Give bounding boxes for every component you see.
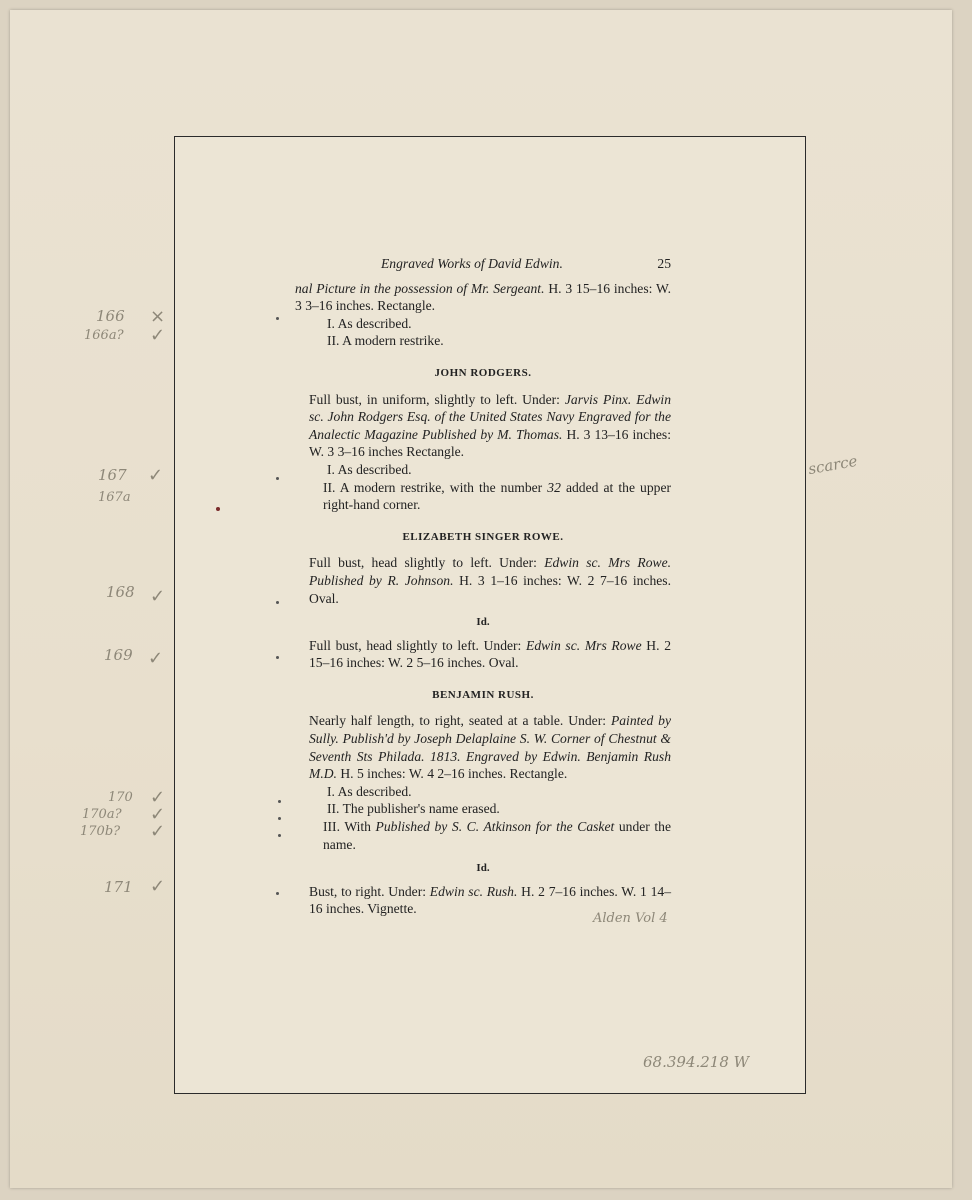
- entry-description: Full bust, head slightly to left. Under: Edwin sc. Mrs Rowe. Published by R. Johnson. H. 3 1–16 inches: W. 2 7–16 inches. Oval.: [309, 555, 671, 606]
- state-line: I. As described.: [327, 315, 412, 331]
- state-line: II. A modern restrike.: [327, 333, 444, 349]
- annotation-167: 167: [98, 466, 127, 484]
- print-frame: [174, 136, 806, 1094]
- state-line: I. As described.: [327, 783, 412, 799]
- running-header: [381, 255, 671, 273]
- red-ink-dot: [216, 507, 220, 511]
- pencil-dot: [278, 800, 281, 803]
- checkmark-icon: ✓: [150, 821, 166, 842]
- annotation-170: 170: [108, 790, 133, 805]
- pencil-dot: [276, 892, 279, 895]
- entry-heading: JOHN RODGERS.: [434, 366, 532, 379]
- handwritten-note-alden: Alden Vol 4: [593, 911, 668, 926]
- cross-icon: ×: [150, 306, 166, 327]
- id-heading: Id.: [476, 862, 490, 875]
- annotation-166a: 166a?: [84, 328, 124, 343]
- running-title: Engraved Works of David Edwin.: [381, 256, 563, 271]
- page-number: 25: [657, 256, 671, 271]
- pencil-dot: [276, 317, 279, 320]
- entry-description: Full bust, in uniform, slightly to left. Under: Jarvis Pinx. Edwin sc. John Rodgers Esq. of the United States Navy Engraved for the Analectic Magazine Published by M. Thomas. H. 3 13–16 inches: W. 3 3–16 inches Rectangle.: [309, 391, 672, 460]
- checkmark-icon: ✓: [150, 876, 166, 897]
- pencil-dot: [276, 601, 279, 604]
- mount-board: [10, 10, 952, 1188]
- annotation-167a: 167a: [98, 490, 131, 505]
- checkmark-icon: ✓: [150, 804, 166, 825]
- handwritten-accession-number: 68.394.218 W: [643, 1053, 750, 1071]
- checkmark-icon: ✓: [148, 465, 164, 486]
- pencil-dot: [276, 477, 279, 480]
- pencil-dot: [276, 656, 279, 659]
- annotation-171: 171: [104, 878, 133, 896]
- entry-description: Full bust, head slightly to left. Under: Edwin sc. Mrs Rowe H. 2 15–16 inches: W. 2 5–16 inches. Oval.: [309, 637, 671, 671]
- checkmark-icon: ✓: [150, 586, 166, 607]
- annotation-scarce: scarce: [806, 451, 859, 479]
- state-line: I. As described.: [327, 461, 412, 477]
- annotation-168: 168: [106, 583, 135, 601]
- pencil-dot: [278, 817, 281, 820]
- annotation-166: 166: [96, 307, 125, 325]
- entry-description: Nearly half length, to right, seated at a table. Under: Painted by Sully. Publish'd by Joseph Delaplaine S. W. Corner of Chestnut & Seventh Sts Philada. 1813. Engraved by Edwin. Benjamin Rush M.D. H. 5 inches: W. 4 2–16 inches. Rectangle.: [309, 713, 672, 782]
- pencil-dot: [278, 834, 281, 837]
- entry-heading: BENJAMIN RUSH.: [432, 688, 534, 701]
- book-page: [295, 255, 671, 918]
- continued-entry: nal Picture in the possession of Mr. Sergeant. H. 3 15–16 inches: W. 3 3–16 inches. Rectangle.: [295, 280, 671, 314]
- id-heading: Id.: [476, 616, 490, 629]
- entry-description: Bust, to right. Under: Edwin sc. Rush. H. 2 7–16 inches. W. 1 14–16 inches. Vignette.: [309, 883, 671, 917]
- checkmark-icon: ✓: [150, 325, 166, 346]
- checkmark-icon: ✓: [148, 648, 164, 669]
- annotation-170a: 170a?: [82, 807, 122, 822]
- state-line: III. With Published by S. C. Atkinson for the Casket under the name.: [323, 819, 672, 852]
- checkmark-icon: ✓: [150, 787, 166, 808]
- entry-heading: ELIZABETH SINGER ROWE.: [402, 530, 564, 543]
- annotation-169: 169: [104, 646, 133, 664]
- state-line: II. The publisher's name erased.: [327, 801, 500, 817]
- state-line: II. A modern restrike, with the number 32 added at the upper right-hand corner.: [323, 479, 671, 513]
- annotation-170b: 170b?: [80, 824, 121, 839]
